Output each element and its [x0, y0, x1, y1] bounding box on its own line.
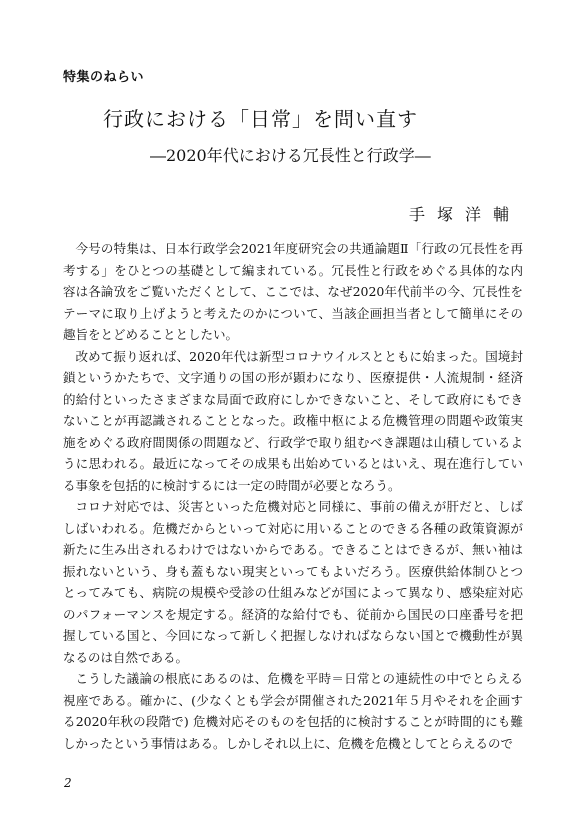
- article-title: 行政における「日常」を問い直す: [103, 107, 418, 131]
- page-number: 2: [64, 776, 72, 790]
- article-subtitle: ―2020年代における冗長性と行政学―: [150, 146, 431, 165]
- body-paragraph: 改めて振り返れば、2020年代は新型コロナウイルスとともに始まった。国境封鎖というかたちで、文字通りの国の形が顕わになり、医療提供・人流規制・経済的給付といったさまざまな局面で政府にしかできないこと、そして政府にもできないことが再認識されることとなった。政権中枢による危機管理の問題や政策実施をめぐる政府間関係の問題など、行政学で取り組むべき課題は山積しているように思われる。最近になってその成果も出始めているとはいえ、現在進行している事象を包括的に検討するには一定の時間が必要となろう。: [63, 348, 523, 493]
- body-paragraph: こうした議論の根底にあるのは、危機を平時＝日常との連続性の中でとらえる視座である。確かに、(少なくとも学会が開催された2021年５月やそれを企画する2020年秋の段階で) 危機対応そのものを包括的に検討することが時間的にも難しかったという事情はある。しかしそれ以上に、危機を危機としてとらえるので: [63, 671, 523, 751]
- body-paragraph: コロナ対応では、災害といった危機対応と同様に、事前の備えが肝だと、しばしばいわれる。危機だからといって対応に用いることのできる各種の政策資源が新たに生み出されるわけではないからである。できることはできるが、無い袖は振れないという、身も蓋もない現実といってもよいだろう。医療供給体制ひとつとってみても、病院の規模や受診の仕組みなどが国によって異なり、感染症対応のパフォーマンスを規定する。経済的な給付でも、従前から国民の口座番号を把握している国と、今回になって新しく把握しなければならない国とで機動性が異なるのは自然である。: [63, 499, 523, 665]
- section-label: 特集のねらい: [63, 70, 145, 85]
- body-paragraph: 今号の特集は、日本行政学会2021年度研究会の共通論題Ⅱ「行政の冗長性を再考する」をひとつの基礎として編まれている。冗長性と行政をめぐる具体的な内容は各論攷をご覧いただくとして、ここでは、なぜ2020年代前半の今、冗長性をテーマに取り上げようと考えたのかについて、当該企画担当者として簡単にその趣旨をとどめることとしたい。: [63, 241, 523, 342]
- author-name: 手塚洋輔: [408, 205, 521, 224]
- article-body: [63, 238, 523, 754]
